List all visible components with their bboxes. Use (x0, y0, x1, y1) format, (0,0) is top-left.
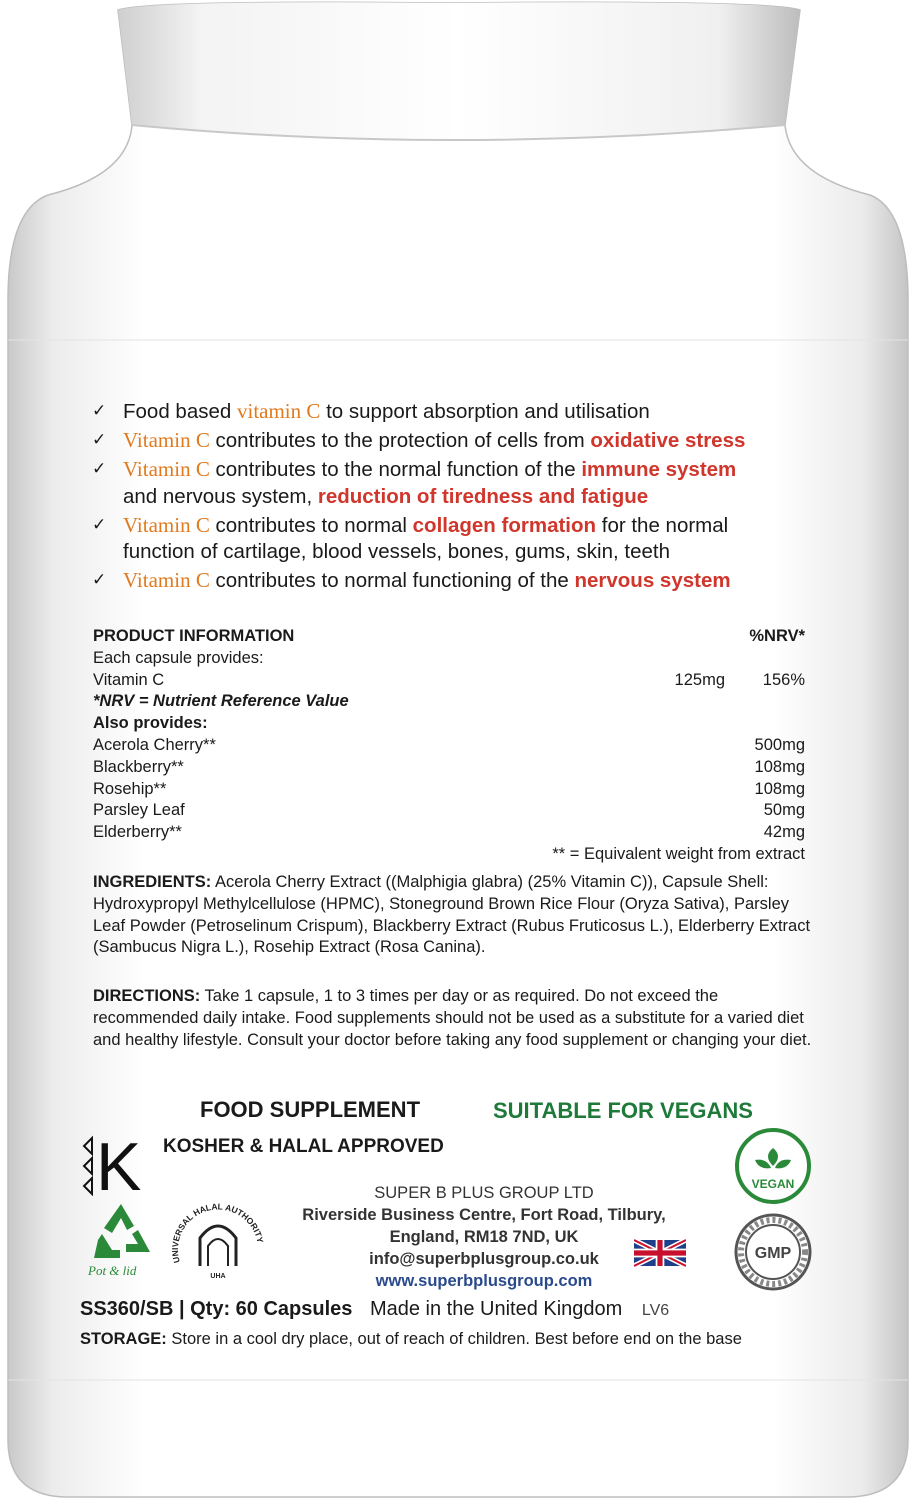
kosher-letter: K (96, 1129, 142, 1196)
claim-text: contributes to the protection of cells from (209, 429, 591, 452)
food-supplement-label: FOOD SUPPLEMENT (200, 1097, 421, 1122)
vitamin-c-text: Vitamin C (123, 457, 210, 481)
extract-footnote: ** = Equivalent weight from extract (552, 844, 805, 863)
company-name: SUPER B PLUS GROUP LTD (374, 1184, 594, 1202)
product-code-line (80, 1298, 669, 1321)
nutrient-name: Vitamin C (93, 670, 165, 689)
claim-3 (92, 456, 832, 510)
benefit-claims (92, 398, 832, 596)
check-icon: ✓ (92, 401, 107, 421)
claim-text: contributes to normal functioning of the (209, 569, 575, 592)
made-in-label: Made in the United Kingdom (369, 1298, 623, 1320)
claim-text: Food based (123, 400, 237, 423)
claim-2 (92, 427, 832, 455)
ingredient-amount: 108mg (754, 757, 805, 776)
claim-1 (92, 398, 832, 426)
address-line-1: Riverside Business Centre, Fort Road, Tilbury, (302, 1206, 666, 1224)
ingredient-name: Parsley Leaf (93, 801, 185, 820)
uha-arc-text: UNIVERSAL HALAL AUTHORITY (169, 1201, 266, 1265)
company-website: www.superbplusgroup.com (375, 1272, 593, 1290)
ingredient-name: Rosehip** (93, 779, 167, 798)
ingredient-amount: 500mg (754, 735, 805, 754)
storage-text: Store in a cool dry place, out of reach of children. Best before end on the base (166, 1330, 742, 1348)
ingredient-row (93, 822, 805, 844)
vitamin-c-row (93, 670, 805, 692)
ingredient-name: Acerola Cherry** (93, 735, 216, 754)
address-line-2: England, RM18 7ND, UK (389, 1228, 579, 1246)
product-code: SS360/SB | Qty: 60 Capsules (80, 1298, 353, 1320)
ingredient-row (93, 735, 805, 757)
vitamin-c-text: Vitamin C (123, 512, 210, 537)
company-email: info@superbplusgroup.co.uk (369, 1250, 599, 1268)
claim-text: and nervous system, (123, 484, 318, 508)
ingredient-amount: 42mg (763, 823, 805, 842)
ingredients-label: INGREDIENTS: (93, 873, 212, 891)
lv-code: LV6 (641, 1302, 670, 1319)
ingredient-name: Elderberry** (93, 823, 182, 842)
check-icon: ✓ (92, 459, 107, 479)
uk-flag-icon (634, 1238, 686, 1268)
ingredients (93, 872, 813, 959)
claim-highlight: reduction of tiredness and fatigue (317, 484, 649, 508)
nrv-note: *NRV = Nutrient Reference Value (93, 692, 349, 711)
directions-label: DIRECTIONS: (93, 987, 201, 1005)
gmp-badge-icon (733, 1212, 813, 1292)
check-icon: ✓ (92, 570, 107, 590)
also-provides-label: Also provides: (93, 714, 208, 733)
nrv-header: %NRV* (749, 627, 805, 645)
storage-line (80, 1330, 742, 1349)
ingredient-amount: 50mg (763, 801, 805, 820)
halal-authority-logo (168, 1192, 268, 1284)
directions (93, 986, 813, 1051)
claim-highlight: oxidative stress (590, 429, 746, 452)
check-icon: ✓ (92, 430, 107, 450)
ingredient-row (93, 779, 805, 801)
claim-4 (92, 512, 832, 566)
directions-text: Take 1 capsule, 1 to 3 times per day or as required. Do not exceed the recommended daily intake. Food supplements should not be used as a substitute for a varied diet and healthy lifestyle. Consult your doctor before taking any food supplement or changing your diet. (93, 987, 812, 1049)
uha-short-text: UHA (210, 1273, 226, 1280)
ingredient-name: Blackberry** (93, 757, 184, 776)
claim-5 (92, 567, 832, 595)
check-icon: ✓ (92, 514, 107, 535)
ingredient-amount: 108mg (754, 779, 805, 798)
ingredients-text: Acerola Cherry Extract ((Malphigia glabra) (25% Vitamin C)), Capsule Shell: Hydroxypropyl Methylcellulose (HPMC), Stoneground Brown Rice Flour (Oryza Sativa), Parsley Leaf Powder (Petroselinum Crispum), Blackberry Extract (Rubus Fruticosus L.), Elderberry Extract (Sambucus Nigra L.), Rosehip Extract (Rosa Canina). (93, 873, 811, 957)
claim-highlight: collagen formation (412, 513, 597, 537)
product-info-title: PRODUCT INFORMATION (93, 627, 295, 645)
ingredient-row (93, 800, 805, 822)
vitamin-c-text: Vitamin C (123, 428, 210, 452)
gmp-badge-text: GMP (754, 1245, 792, 1262)
claim-text: contributes to the normal function of the (209, 458, 582, 481)
recycle-icon (88, 1200, 154, 1262)
storage-label: STORAGE: (80, 1330, 167, 1348)
claim-highlight: immune system (581, 458, 737, 481)
ingredient-row (93, 757, 805, 779)
vegan-label: SUITABLE FOR VEGANS (493, 1098, 753, 1123)
vitamin-c-text: Vitamin C (123, 568, 210, 592)
nutrient-nrv: 156% (762, 670, 805, 689)
company-address (268, 1182, 700, 1292)
vitamin-c-text: vitamin C (236, 399, 321, 423)
claim-highlight: nervous system (574, 569, 731, 592)
nutrient-amount: 125mg (674, 670, 725, 689)
pot-lid-label: Pot & lid (88, 1263, 137, 1278)
kosher-logo-icon (78, 1124, 150, 1196)
claim-text: to support absorption and utilisation (320, 400, 650, 423)
each-capsule-label: Each capsule provides: (93, 648, 264, 667)
vegan-badge-text: VEGAN (751, 1177, 795, 1191)
kosher-halal-label: KOSHER & HALAL APPROVED (163, 1136, 444, 1157)
product-information (93, 626, 805, 866)
claim-text: contributes to normal (209, 513, 413, 537)
claim-text: function of cartilage, blood vessels, bones, gums, skin, teeth (123, 540, 670, 563)
vegan-badge-icon (733, 1126, 813, 1206)
claim-text: for the normal (596, 513, 729, 537)
